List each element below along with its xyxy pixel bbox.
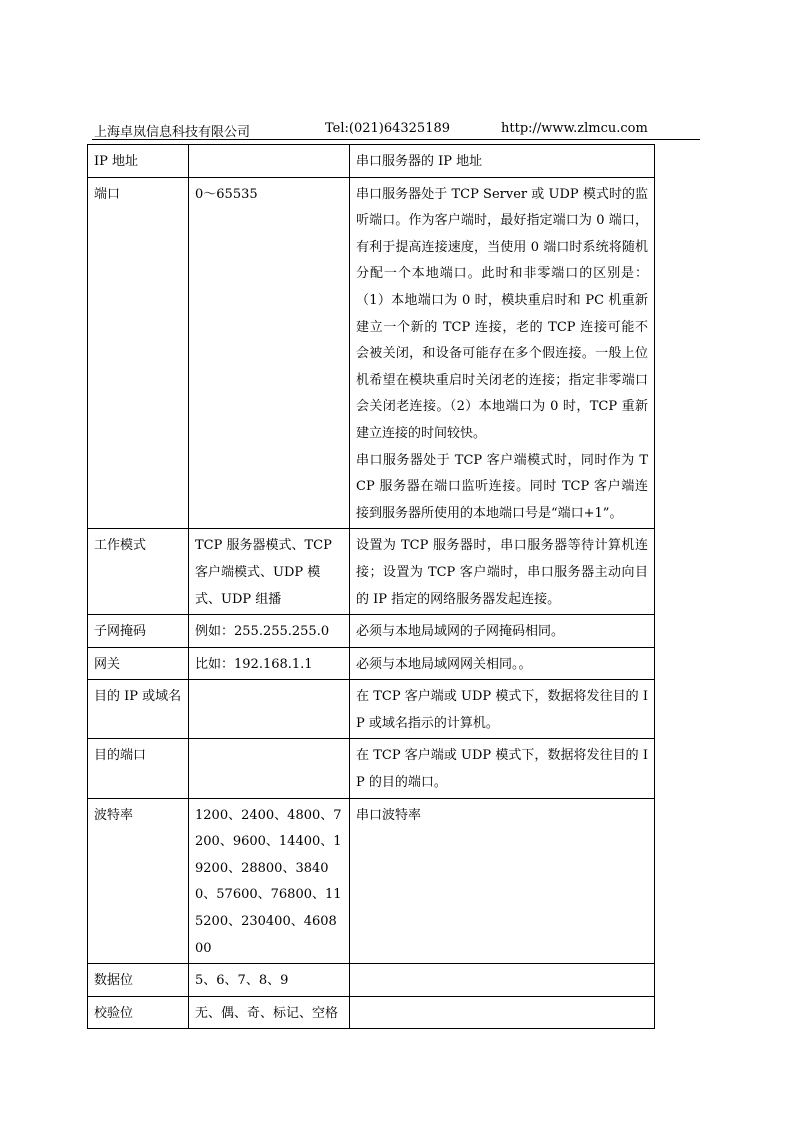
parameter-description	[350, 798, 655, 964]
parameter-description	[350, 964, 655, 997]
parameter-description	[350, 647, 655, 680]
website-url: http://www.zlmcu.com	[501, 121, 648, 136]
parameter-name: 工作模式	[88, 529, 189, 615]
description-paragraph: 在 TCP 客户端或 UDP 模式下，数据将发往目的 IP 或域名指示的计算机。	[356, 689, 648, 731]
parameter-range: 1200、2400、4800、7200、9600、14400、19200、28800、38400、57600、76800、115200、230400、460800	[189, 798, 350, 964]
parameter-name: 校验位	[88, 996, 189, 1029]
parameter-name: 目的 IP 或域名	[88, 680, 189, 739]
table-row	[88, 529, 655, 615]
parameter-range	[189, 145, 350, 178]
parameter-name: 波特率	[88, 798, 189, 964]
table-row	[88, 964, 655, 997]
parameter-description	[350, 177, 655, 529]
description-paragraph: 串口服务器处于 TCP Server 或 UDP 模式时的监听端口。作为客户端时，最好指定端口为 0 端口，有利于提高连接速度，当使用 0 端口时系统将随机分配一个本地端口。此时和非零端口的区别是：（1）本地端口为 0 时，模块重启时和 PC 机重新建立一个新的 TCP 连接，老的 TCP 连接可能不会被关闭，和设备可能存在多个假连接。一般上位机希望在模块重启时关闭老的连接；指定非零端口会关闭老连接。（2）本地端口为 0 时，TCP 重新建立连接的时间较快。	[356, 186, 648, 441]
parameter-range: 例如：255.255.255.0	[189, 615, 350, 648]
parameter-range	[189, 739, 350, 798]
parameter-name: 网关	[88, 647, 189, 680]
parameter-description	[350, 996, 655, 1029]
parameter-name: 端口	[88, 177, 189, 529]
table-row	[88, 145, 655, 178]
parameter-name: 目的端口	[88, 739, 189, 798]
description-paragraph: 串口服务器处于 TCP 客户端模式时，同时作为 TCP 服务器在端口监听连接。同时 TCP 客户端连接到服务器所使用的本地端口号是“端口+1”。	[356, 452, 648, 521]
parameter-description	[350, 615, 655, 648]
description-paragraph: 必须与本地局域网网关相同。。	[356, 656, 532, 672]
table-row	[88, 647, 655, 680]
parameter-name: 数据位	[88, 964, 189, 997]
table-row	[88, 996, 655, 1029]
parameter-range: 0～65535	[189, 177, 350, 529]
description-paragraph: 在 TCP 客户端或 UDP 模式下，数据将发往目的 IP 的目的端口。	[356, 748, 648, 791]
description-paragraph: 串口服务器的 IP 地址	[356, 154, 483, 169]
table-row	[88, 739, 655, 798]
page-header	[92, 119, 700, 140]
parameter-range: 5、6、7、8、9	[189, 964, 350, 997]
parameter-name: 子网掩码	[88, 615, 189, 648]
parameter-name: IP 地址	[88, 145, 189, 178]
parameter-range: 比如：192.168.1.1	[189, 647, 350, 680]
description-paragraph: 设置为 TCP 服务器时，串口服务器等待计算机连接；设置为 TCP 客户端时，串口服务器主动向目的 IP 指定的网络服务器发起连接。	[356, 538, 648, 607]
table-row	[88, 798, 655, 964]
table-row	[88, 177, 655, 529]
parameter-description	[350, 680, 655, 739]
parameter-range: 无、偶、奇、标记、空格	[189, 996, 350, 1029]
description-paragraph: 必须与本地局域网的子网掩码相同。	[356, 624, 565, 640]
parameter-description	[350, 739, 655, 798]
parameter-table	[87, 144, 655, 1029]
parameter-range: TCP 服务器模式、TCP 客户端模式、UDP 模式、UDP 组播	[189, 529, 350, 615]
company-name: 上海卓岚信息科技有限公司	[94, 125, 251, 140]
description-paragraph: 串口波特率	[356, 807, 422, 823]
table-row	[88, 680, 655, 739]
parameter-description	[350, 145, 655, 178]
parameter-description	[350, 529, 655, 615]
table-row	[88, 615, 655, 648]
parameter-range	[189, 680, 350, 739]
telephone: Tel:(021)64325189	[325, 121, 451, 136]
